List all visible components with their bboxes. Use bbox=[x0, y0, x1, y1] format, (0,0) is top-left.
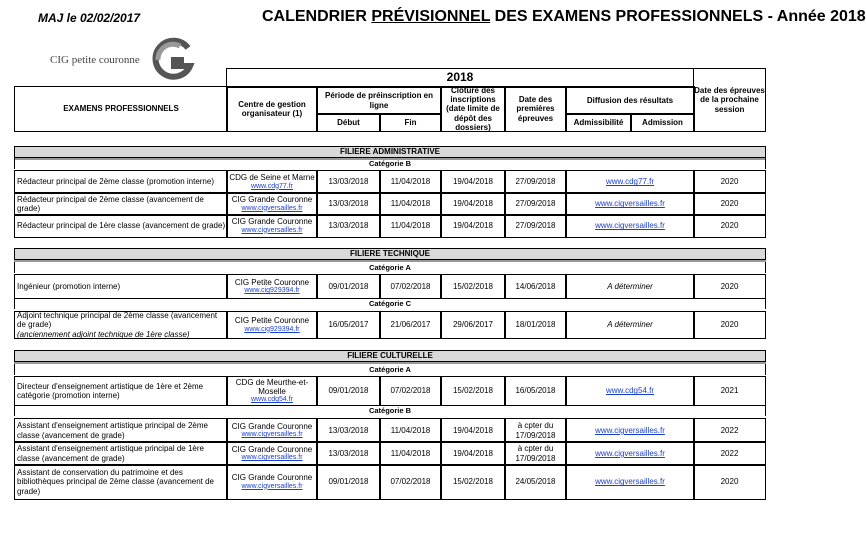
table-cell-debut bbox=[316, 192, 381, 216]
cell-value: 24/05/2018 bbox=[515, 477, 556, 487]
exam-name: Assistant d'enseignement artistique principal de 2ème classe (avancement de grade) bbox=[17, 421, 208, 440]
col-exams: EXAMENS PROFESSIONNELS bbox=[14, 86, 228, 132]
results-text: A déterminer bbox=[607, 320, 653, 330]
cell-value: 11/04/2018 bbox=[390, 221, 431, 231]
category-header: Catégorie A bbox=[14, 364, 766, 375]
table-cell-exam bbox=[14, 418, 228, 443]
exam-name: Directeur d'enseignement artistique de 1ère et 2ème catégorie (promotion interne) bbox=[17, 381, 204, 400]
col-diffusion: Diffusion des résultats bbox=[565, 86, 695, 115]
table-cell-debut bbox=[316, 170, 381, 194]
centre-link[interactable]: www.cig929394.fr bbox=[244, 287, 300, 295]
table-cell-cloture bbox=[440, 170, 506, 194]
category-header: Catégorie B bbox=[14, 158, 766, 169]
cell-value: 09/01/2018 bbox=[328, 477, 369, 487]
cell-value: 19/04/2018 bbox=[452, 177, 494, 187]
table-cell-cloture bbox=[440, 418, 506, 443]
table-cell-resultats bbox=[565, 214, 695, 238]
centre-link[interactable]: www.cdg54.fr bbox=[250, 396, 294, 404]
table-cell-cloture bbox=[440, 274, 506, 299]
table-cell-fin bbox=[379, 464, 442, 500]
cell-value: 27/09/2018 bbox=[515, 199, 556, 209]
table-cell-centre bbox=[226, 274, 318, 299]
table-cell-debut bbox=[316, 441, 381, 466]
table-cell-cloture bbox=[440, 441, 506, 466]
cell-value: à cpter du 17/09/2018 bbox=[515, 444, 556, 463]
cell-value: 2020 bbox=[720, 199, 739, 209]
cell-value: 2021 bbox=[720, 386, 739, 396]
col-centre: Centre de gestion organisateur (1) bbox=[226, 86, 318, 132]
table-cell-cloture bbox=[440, 192, 506, 216]
table-cell-prochaine bbox=[693, 274, 766, 299]
results-link[interactable]: www.cigversailles.fr bbox=[595, 221, 665, 231]
cell-value: 18/01/2018 bbox=[515, 320, 556, 330]
table-cell-cloture bbox=[440, 376, 506, 406]
table-cell-epreuves bbox=[504, 214, 567, 238]
table-cell-fin bbox=[379, 192, 442, 216]
centre-link[interactable]: www.cdg77.fr bbox=[250, 182, 294, 190]
cell-value: 2020 bbox=[720, 477, 739, 487]
table-cell-centre bbox=[226, 376, 318, 406]
section-header: FILIERE CULTURELLE bbox=[14, 350, 766, 362]
cell-value: 2022 bbox=[720, 448, 739, 458]
table-cell-fin bbox=[379, 311, 442, 339]
table-cell-resultats bbox=[565, 418, 695, 443]
title-underlined: PRÉVISIONNEL bbox=[371, 8, 491, 25]
table-cell-debut bbox=[316, 418, 381, 443]
table-cell-prochaine bbox=[693, 192, 766, 216]
table-cell-resultats bbox=[565, 192, 695, 216]
table-cell-exam bbox=[14, 274, 228, 299]
update-date: MAJ le 02/02/2017 bbox=[38, 11, 141, 25]
cell-value: 13/03/2018 bbox=[328, 177, 369, 187]
cell-value: 16/05/2018 bbox=[515, 386, 556, 396]
table-cell-epreuves bbox=[504, 376, 567, 406]
table-cell-fin bbox=[379, 376, 442, 406]
table-cell-epreuves bbox=[504, 464, 567, 500]
cell-value: 2020 bbox=[720, 281, 739, 291]
cell-value: 13/03/2018 bbox=[328, 221, 369, 231]
cell-value: 11/04/2018 bbox=[390, 425, 431, 435]
cell-value: 11/04/2018 bbox=[390, 199, 431, 209]
cell-value: 15/02/2018 bbox=[452, 281, 494, 291]
col-cloture: Clôture des inscriptions (date limite de dépôt des dossiers) bbox=[440, 86, 506, 132]
category-header: Catégorie C bbox=[14, 298, 766, 309]
table-cell-cloture bbox=[440, 214, 506, 238]
table-cell-fin bbox=[379, 274, 442, 299]
cell-value: 11/04/2018 bbox=[390, 448, 431, 458]
centre-link[interactable]: www.cigversailles.fr bbox=[241, 454, 303, 462]
table-cell-centre bbox=[226, 311, 318, 339]
table-cell-centre bbox=[226, 418, 318, 443]
centre-link[interactable]: www.cigversailles.fr bbox=[241, 226, 303, 234]
cell-value: 2020 bbox=[720, 221, 739, 231]
table-cell-epreuves bbox=[504, 311, 567, 339]
exam-name: Ingénieur (promotion interne) bbox=[17, 281, 121, 291]
col-debut: Début bbox=[316, 113, 381, 132]
exam-name: Rédacteur principal de 1ère classe (avancement de grade) bbox=[17, 221, 226, 231]
cell-value: 2022 bbox=[720, 425, 739, 435]
centre-link[interactable]: www.cig929394.fr bbox=[244, 325, 300, 333]
table-cell-cloture bbox=[440, 311, 506, 339]
table-cell-prochaine bbox=[693, 170, 766, 194]
title-suffix: DES EXAMENS PROFESSIONNELS - Année 2018 bbox=[494, 8, 866, 25]
table-cell-epreuves bbox=[504, 441, 567, 466]
centre-link[interactable]: www.cigversailles.fr bbox=[241, 482, 303, 490]
cell-value: 19/04/2018 bbox=[452, 448, 494, 458]
exam-name-note: (anciennement adjoint technique de 1ère classe) bbox=[17, 329, 190, 339]
table-cell-prochaine bbox=[693, 214, 766, 238]
centre-name: CIG Grande Couronne bbox=[231, 473, 313, 483]
title-prefix: CALENDRIER bbox=[262, 8, 367, 25]
cell-value: 07/02/2018 bbox=[390, 386, 431, 396]
centre-name: CIG Grande Couronne bbox=[231, 421, 313, 431]
table-cell-prochaine bbox=[693, 418, 766, 443]
col-admission: Admission bbox=[630, 113, 695, 132]
table-cell-exam bbox=[14, 464, 228, 500]
table-cell-centre bbox=[226, 170, 318, 194]
table-cell-epreuves bbox=[504, 418, 567, 443]
table-cell-debut bbox=[316, 311, 381, 339]
table-cell-fin bbox=[379, 418, 442, 443]
table-cell-resultats bbox=[565, 311, 695, 339]
page-title bbox=[262, 8, 866, 26]
table-cell-exam bbox=[14, 214, 228, 238]
centre-link[interactable]: www.cigversailles.fr bbox=[241, 431, 303, 439]
table-cell-prochaine bbox=[693, 441, 766, 466]
table-cell-resultats bbox=[565, 170, 695, 194]
centre-name: CDG de Meurthe-et-Moselle bbox=[235, 377, 309, 396]
cell-value: 14/06/2018 bbox=[515, 281, 556, 291]
centre-name: CDG de Seine et Marne bbox=[229, 173, 315, 183]
table-cell-resultats bbox=[565, 274, 695, 299]
results-link[interactable]: www.cdg77.fr bbox=[605, 177, 655, 187]
table-cell-epreuves bbox=[504, 192, 567, 216]
col-preinscription: Période de préinscription en ligne bbox=[316, 86, 442, 115]
cell-value: 21/06/2017 bbox=[390, 320, 431, 330]
cell-value: 19/04/2018 bbox=[452, 199, 494, 209]
centre-name: CIG Grande Couronne bbox=[231, 444, 313, 454]
cell-value: 13/03/2018 bbox=[328, 448, 369, 458]
cell-value: 29/06/2017 bbox=[452, 320, 494, 330]
results-link[interactable]: www.cdg54.fr bbox=[605, 386, 655, 396]
cell-value: 09/01/2018 bbox=[328, 281, 369, 291]
results-link[interactable]: www.cigversailles.fr bbox=[595, 477, 665, 487]
table-cell-resultats bbox=[565, 464, 695, 500]
cell-value: 13/03/2018 bbox=[328, 199, 369, 209]
cell-value: 27/09/2018 bbox=[515, 221, 556, 231]
cell-value: 13/03/2018 bbox=[328, 425, 369, 435]
results-text: A déterminer bbox=[607, 281, 653, 291]
cell-value: 19/04/2018 bbox=[452, 221, 494, 231]
exam-name: Assistant de conservation du patrimoine et des bibliothèques principal de 2ème classe (avancement de grade) bbox=[17, 468, 215, 496]
table-cell-exam bbox=[14, 311, 228, 339]
col-dates-epreuves: Date des premières épreuves bbox=[504, 86, 567, 132]
table-cell-exam bbox=[14, 376, 228, 406]
section-header: FILIERE ADMINISTRATIVE bbox=[14, 146, 766, 158]
logo-g-icon bbox=[150, 38, 196, 84]
exam-name: Rédacteur principal de 2ème classe (avancement de grade) bbox=[17, 194, 204, 213]
table-cell-centre bbox=[226, 464, 318, 500]
results-link[interactable]: www.cigversailles.fr bbox=[595, 199, 665, 209]
cell-value: 15/02/2018 bbox=[452, 386, 494, 396]
table-cell-centre bbox=[226, 441, 318, 466]
section-header: FILIERE TECHNIQUE bbox=[14, 248, 766, 260]
cell-value: à cpter du 17/09/2018 bbox=[515, 421, 556, 440]
table-cell-prochaine bbox=[693, 464, 766, 500]
category-header: Catégorie B bbox=[14, 405, 766, 416]
table-cell-exam bbox=[14, 170, 228, 194]
cell-value: 07/02/2018 bbox=[390, 281, 431, 291]
cell-value: 27/09/2018 bbox=[515, 177, 556, 187]
category-header: Catégorie A bbox=[14, 262, 766, 273]
cell-value: 11/04/2018 bbox=[390, 177, 431, 187]
col-prochaine: Date des épreuves de la prochaine session bbox=[693, 68, 766, 132]
logo-text: CIG petite couronne bbox=[50, 54, 140, 66]
table-cell-fin bbox=[379, 214, 442, 238]
cell-value: 09/01/2018 bbox=[328, 386, 369, 396]
cell-value: 07/02/2018 bbox=[390, 477, 431, 487]
cell-value: 16/05/2017 bbox=[328, 320, 369, 330]
centre-name: CIG Petite Couronne bbox=[234, 316, 310, 326]
table-cell-epreuves bbox=[504, 274, 567, 299]
col-fin: Fin bbox=[379, 113, 442, 132]
centre-link[interactable]: www.cigversailles.fr bbox=[241, 204, 303, 212]
table-cell-debut bbox=[316, 274, 381, 299]
centre-name: CIG Petite Couronne bbox=[234, 277, 310, 287]
table-cell-exam bbox=[14, 192, 228, 216]
results-link[interactable]: www.cigversailles.fr bbox=[595, 448, 665, 458]
exam-name: Adjoint technique principal de 2ème classe (avancement de grade) bbox=[17, 311, 218, 330]
table-cell-cloture bbox=[440, 464, 506, 500]
exam-name: Assistant d'enseignement artistique principal de 1ère classe (avancement de grade) bbox=[17, 444, 204, 463]
table-cell-prochaine bbox=[693, 376, 766, 406]
table-cell-fin bbox=[379, 170, 442, 194]
cell-value: 19/04/2018 bbox=[452, 425, 494, 435]
year-header: 2018 bbox=[226, 68, 694, 88]
table-cell-fin bbox=[379, 441, 442, 466]
table-cell-centre bbox=[226, 192, 318, 216]
table-cell-debut bbox=[316, 214, 381, 238]
cell-value: 2020 bbox=[720, 320, 739, 330]
table-cell-resultats bbox=[565, 376, 695, 406]
table-cell-epreuves bbox=[504, 170, 567, 194]
table-cell-prochaine bbox=[693, 311, 766, 339]
table-cell-debut bbox=[316, 464, 381, 500]
centre-name: CIG Grande Couronne bbox=[231, 217, 313, 227]
results-link[interactable]: www.cigversailles.fr bbox=[595, 425, 665, 435]
exam-name: Rédacteur principal de 2ème classe (promotion interne) bbox=[17, 177, 214, 187]
col-admissibilite: Admissibilité bbox=[565, 113, 632, 132]
table-cell-debut bbox=[316, 376, 381, 406]
cell-value: 15/02/2018 bbox=[452, 477, 494, 487]
centre-name: CIG Grande Couronne bbox=[231, 195, 313, 205]
table-cell-exam bbox=[14, 441, 228, 466]
table-cell-resultats bbox=[565, 441, 695, 466]
cell-value: 2020 bbox=[720, 177, 739, 187]
table-cell-centre bbox=[226, 214, 318, 238]
